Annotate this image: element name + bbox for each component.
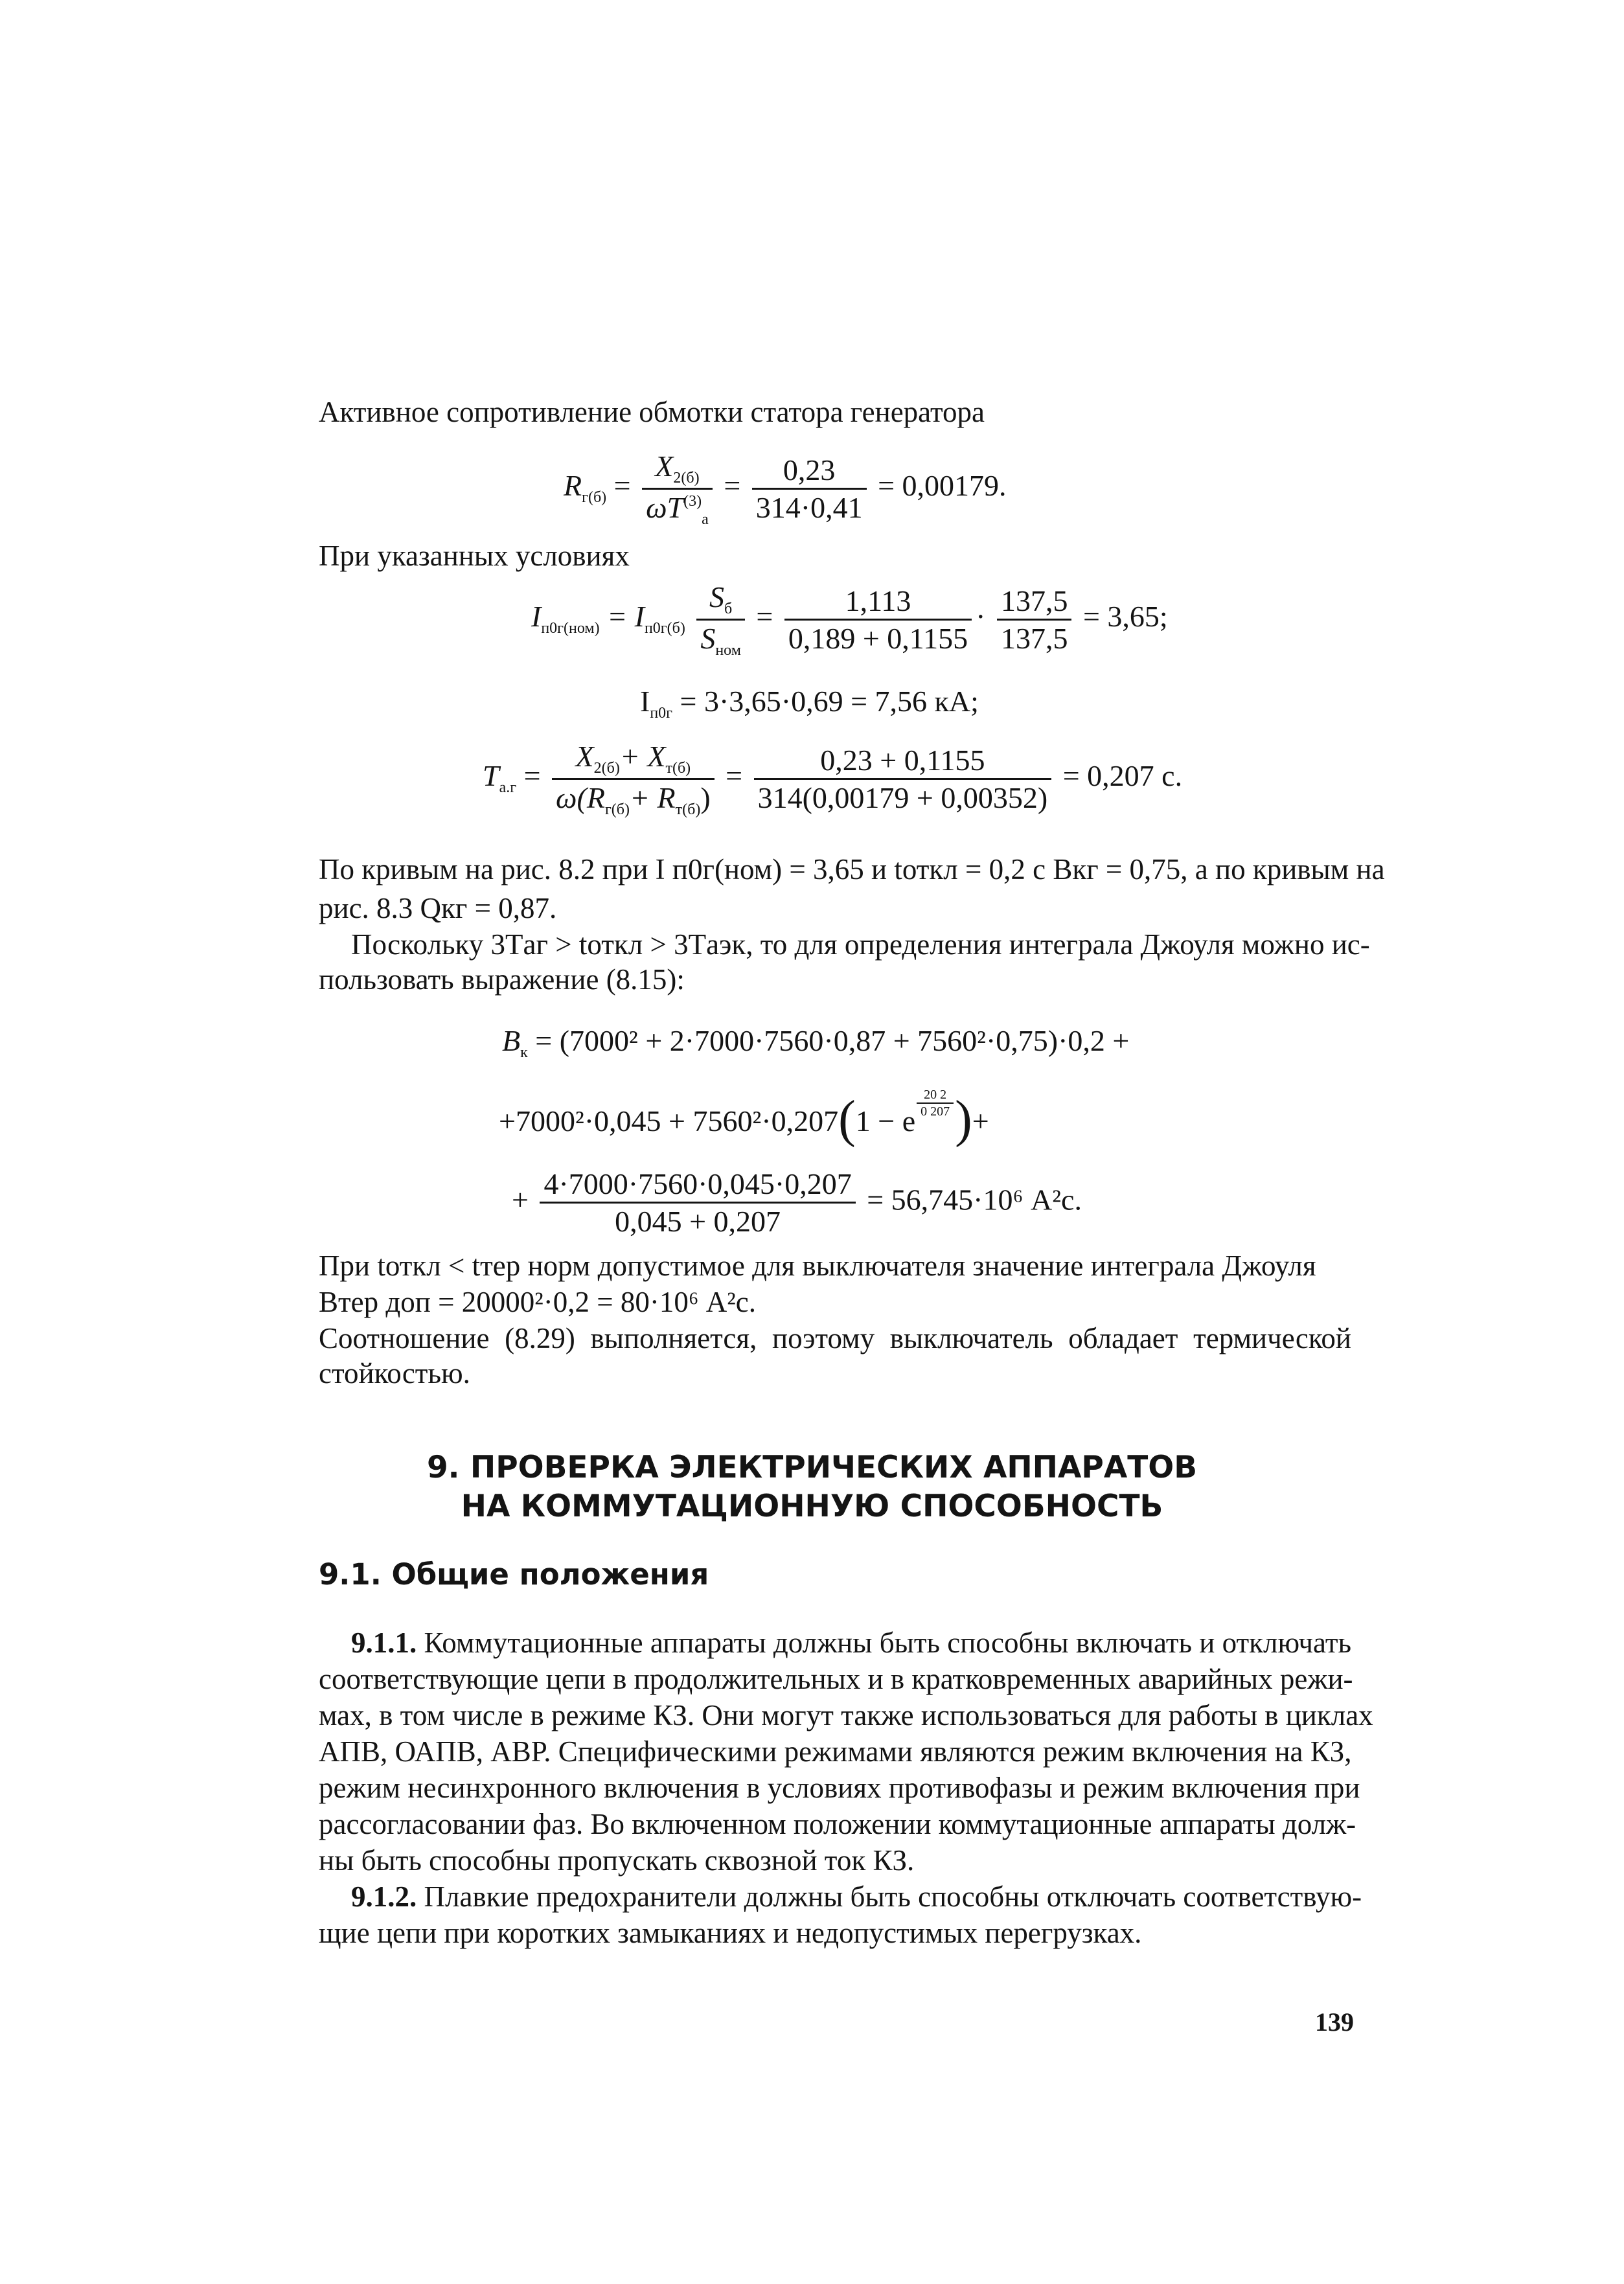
intro-resistance-text: Активное сопротивление обмотки статора генератора [319, 396, 985, 428]
equation-r: $R_{г(б)}$ = $\frac{X_{2(б)}}{\omega T^{(3)}_а}$ = $\frac{0,23}{314\cdot 0,41}$ = 0,00179. [564, 450, 1007, 528]
p911-line-5: режим несинхронного включения в условиях противофазы и режим включения при [319, 1772, 1360, 1804]
fraction-x-over-omega-r: $\frac{X_{2(б)}+ X_{т(б)}}{\omega(R_{г(б)}+ R_{т(б)})}$ [552, 738, 715, 819]
section-title: 9.1. Общие положения [319, 1557, 709, 1592]
fraction-b-term: $\frac{4\cdot 7000\cdot 7560\cdot 0,045\cdot 0,207}{0,045 + 0,207}$ [540, 1166, 855, 1239]
curves-line-2: рис. 8.3 Qкг = 0,87. [319, 892, 557, 924]
when-line-2: Bтер доп = 20000²·0,2 = 80·10⁶ А²с. [319, 1286, 756, 1318]
page-number: 139 [1315, 2007, 1354, 2037]
ratio-line-1: Соотношение (8.29) выполняется, поэтому выключатель обладает термической [319, 1322, 1351, 1354]
p911-line-7: ны быть способны пропускать сквозной ток КЗ. [319, 1844, 915, 1877]
p912-line-2: щие цепи при коротких замыканиях и недопустимых перегрузках. [319, 1917, 1142, 1949]
equation-b-line-1: $B_к = (7000^2 + 2\cdot 7000\cdot 7560\cdot 0,87 + 7560^2\cdot 0,75)\cdot 0,2$ + [502, 1024, 1130, 1061]
fraction-numeric-r: $\frac{0,23}{314\cdot 0,41}$ [752, 452, 867, 525]
under-conditions-text: При указанных условиях [319, 540, 630, 572]
exponent-fraction: $\frac{20 2}{0 207}$ [917, 1087, 954, 1119]
since-line-2: пользовать выражение (8.15): [319, 963, 685, 996]
p911-line-1: 9.1.1. Коммутационные аппараты должны быть способны включать и отключать [351, 1627, 1352, 1659]
fraction-s-ratio: $\frac{S_б}{S_{ном}}$ [696, 579, 745, 660]
p911-line-4: АПВ, ОАПВ, АВР. Специфическими режимами являются режим включения на КЗ, [319, 1735, 1352, 1768]
equation-t: $T_{а.г}$ = $\frac{X_{2(б)}+ X_{т(б)}}{\omega(R_{г(б)}+ R_{т(б)})}$ = $\frac{0,23 + 0,1155}{314(0,00179 + 0,00352)}$ = 0,207 с. [483, 740, 1183, 818]
equation-ipog: $I_{п0г} = 3\cdot 3,65\cdot 0,69 = 7,56$ кА; [640, 685, 979, 722]
since-line-1: Поскольку 3Tаг > tоткл > 3Tаэк, то для определения интеграла Джоуля можно ис- [351, 928, 1370, 961]
fraction-numeric-i: $\frac{1,113}{0,189 + 0,1155}$ [784, 583, 972, 656]
when-line-1: При tоткл < tтер норм допустимое для выключателя значение интеграла Джоуля [319, 1250, 1316, 1282]
p911-line-3: мах, в том числе в режиме КЗ. Они могут также использоваться для работы в циклах [319, 1699, 1373, 1731]
equation-i: $I_{п0г(ном)} = I_{п0г(б)}$ $\frac{S_б}{S_{ном}}$ = $\frac{1,113}{0,189 + 0,1155}$ · $\frac{137,5}{137,5}$ = 3,65; [531, 580, 1168, 659]
p911-line-2: соответствующие цепи в продолжительных и в кратковременных аварийных режи- [319, 1663, 1353, 1695]
fraction-numeric-i2: $\frac{137,5}{137,5}$ [997, 583, 1072, 656]
p912-line-1: 9.1.2. Плавкие предохранители должны быть способны отключать соответствую- [351, 1880, 1362, 1913]
chapter-title-line-2: НА КОММУТАЦИОННУЮ СПОСОБНОСТЬ [461, 1489, 1163, 1524]
equation-b-line-2: +7000²·0,045 + 7560²·0,207(1 − e $\frac{20 2}{0 207}$ )+ [499, 1088, 989, 1148]
p911-line-6: рассогласовании фаз. Во включенном положении коммутационные аппараты долж- [319, 1808, 1356, 1840]
ratio-line-2: стойкостью. [319, 1357, 470, 1389]
equation-b-line-3: + $\frac{4\cdot 7000\cdot 7560\cdot 0,045\cdot 0,207}{0,045 + 0,207}$ = 56,745·10⁶ А²с. [512, 1166, 1082, 1239]
chapter-title-line-1: 9. ПРОВЕРКА ЭЛЕКТРИЧЕСКИХ АППАРАТОВ [426, 1450, 1198, 1485]
curves-line-1: По кривым на рис. 8.2 при I п0г(ном) = 3,65 и tоткл = 0,2 с Bкг = 0,75, а по кривым на [319, 853, 1385, 885]
fraction-numeric-t: $\frac{0,23 + 0,1155}{314(0,00179 + 0,00352)}$ [754, 742, 1052, 816]
fraction-x-over-wt: $\frac{X_{2(б)}}{\omega T^{(3)}_а}$ [642, 448, 713, 529]
